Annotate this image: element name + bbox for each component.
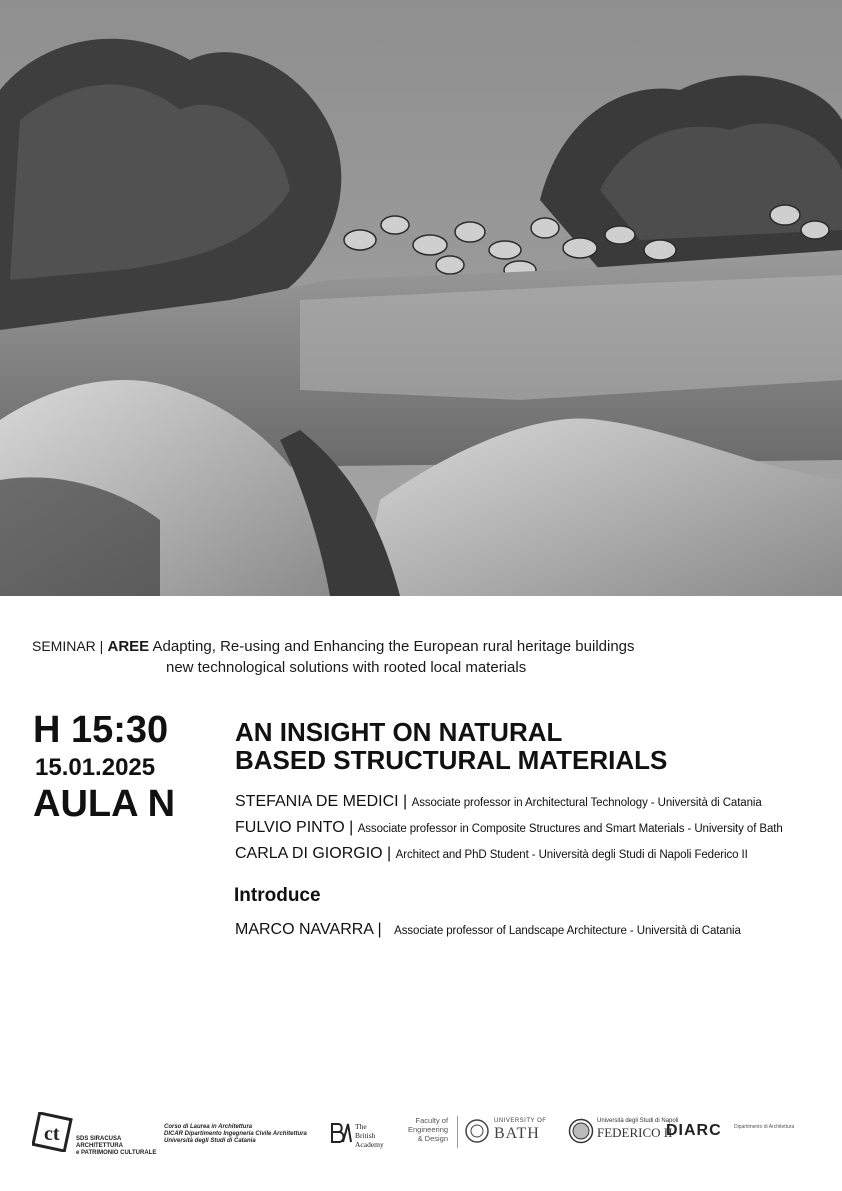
bath-crest-icon [464, 1118, 490, 1144]
british-line-2: British [355, 1131, 376, 1140]
sds-line-2: ARCHITETTURA [76, 1143, 123, 1149]
introducer-name: MARCO NAVARRA | [235, 921, 382, 938]
sds-logo-mark-icon [32, 1112, 76, 1152]
faculty-logo-text [408, 1116, 448, 1143]
speaker-role: Architect and PhD Student - Università degli Studi di Napoli Federico II [395, 849, 748, 861]
speaker-3 [235, 844, 748, 865]
corso-line-2: DICAR Dipartimento Ingegneria Civile Architettura [164, 1131, 307, 1137]
british-line-1: The [355, 1122, 367, 1131]
sds-line-1: SDS SIRACUSA [76, 1136, 122, 1142]
federico-small-text: Università degli Studi di Napoli [597, 1118, 679, 1124]
federico-seal-icon [568, 1118, 594, 1144]
speaker-name: CARLA DI GIORGIO | [235, 845, 392, 862]
introducer-role: Associate professor of Landscape Architecture - Università di Catania [394, 925, 741, 937]
speaker-name: STEFANIA DE MEDICI | [235, 793, 408, 810]
seminar-subtitle: Adapting, Re-using and Enhancing the European rural heritage buildings [152, 638, 635, 655]
talk-title-line-1: AN INSIGHT ON NATURAL [235, 717, 563, 747]
bath-small-text: UNIVERSITY OF [494, 1118, 547, 1124]
sds-line-3: e PATRIMONIO CULTURALE [76, 1150, 157, 1156]
bath-wordmark [494, 1118, 546, 1143]
logo-strip [0, 1100, 842, 1160]
introduce-heading: Introduce [234, 885, 321, 906]
corso-logo-text [164, 1124, 307, 1145]
bath-crest [464, 1118, 490, 1149]
speaker-role: Associate professor in Architectural Technology - Università di Catania [411, 797, 762, 809]
federico-seal [568, 1118, 594, 1149]
seminar-acronym: AREE [107, 638, 150, 655]
diarc-logo: DIARC [666, 1122, 722, 1139]
event-hour: H 15:30 [33, 709, 169, 751]
speaker-name: FULVIO PINTO | [235, 819, 354, 836]
british-academy-logo [330, 1122, 352, 1149]
seminar-prefix: SEMINAR | [32, 638, 104, 654]
talk-title-line-2: BASED STRUCTURAL MATERIALS [235, 745, 668, 775]
speaker-2 [235, 818, 783, 839]
speaker-1 [235, 792, 762, 813]
faculty-line-3: & Design [417, 1134, 449, 1143]
faculty-line-1: Faculty of [415, 1116, 449, 1125]
british-academy-icon [330, 1122, 352, 1144]
event-room: AULA N [33, 783, 176, 825]
british-line-3: Academy [355, 1140, 384, 1149]
sds-logo [32, 1112, 76, 1157]
faculty-line-2: Engineering [408, 1125, 449, 1134]
introducer [235, 920, 741, 941]
sds-logo-text [76, 1136, 156, 1157]
event-date: 15.01.2025 [35, 754, 156, 781]
talk-title [235, 718, 667, 774]
seminar-line [32, 636, 635, 657]
federico-big-text: FEDERICO II [597, 1125, 673, 1140]
bath-big-text: BATH [494, 1125, 540, 1142]
british-academy-text [355, 1122, 384, 1149]
diarc-description: Dipartimento di Architettura [734, 1124, 795, 1130]
faculty-divider [457, 1116, 458, 1148]
svg-text:ct: ct [44, 1123, 60, 1145]
corso-line-1: Corso di Laurea in Architettura [164, 1124, 253, 1130]
seminar-line-2: new technological solutions with rooted local materials [166, 659, 527, 676]
speaker-role: Associate professor in Composite Structures and Smart Materials - University of Bath [357, 823, 783, 835]
corso-line-3: Università degli Studi di Catania [164, 1138, 256, 1144]
